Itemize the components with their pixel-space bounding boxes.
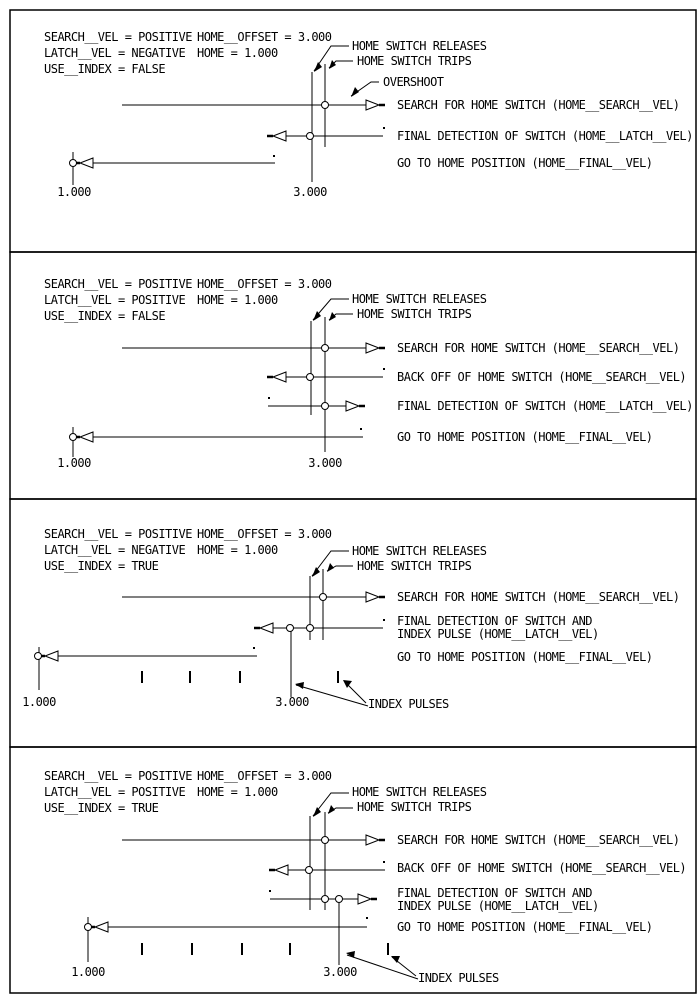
- panel4-home-stop-marker: [85, 924, 92, 931]
- panel4-callout-home-switch-releases: HOME SWITCH RELEASES: [352, 785, 487, 799]
- panel2-home-stop-marker: [70, 434, 77, 441]
- panel3-step-final-detection-label-line2: INDEX PULSE (HOME__LATCH__VEL): [397, 627, 599, 641]
- panel1-step-go-home-label: GO TO HOME POSITION (HOME__FINAL__VEL): [397, 156, 653, 170]
- panel1-latch-arrow: [273, 131, 286, 141]
- panel4-step-final-detection-label-line1: FINAL DETECTION OF SWITCH AND: [397, 886, 593, 900]
- panel4-index-stop-marker: [336, 896, 343, 903]
- panel3-index-leader-arrowhead-1: [343, 680, 352, 688]
- panel1-callout-home-switch-releases: HOME SWITCH RELEASES: [352, 39, 487, 53]
- panel4-latch-start-dot: [269, 890, 271, 892]
- panel1-search-arrow: [366, 100, 379, 110]
- panel1-step-final-detection-label: FINAL DETECTION OF SWITCH (HOME__LATCH__VEL): [397, 129, 693, 143]
- panel1-arrow-tips: [75, 105, 385, 163]
- panel4-step-final-detection-label-line2: INDEX PULSE (HOME__LATCH__VEL): [397, 899, 599, 913]
- panel3-step-search-label: SEARCH FOR HOME SWITCH (HOME__SEARCH__VEL): [397, 590, 680, 604]
- panel4-go-home-arrow: [95, 922, 108, 932]
- panel2-back-off-start-dot: [383, 368, 385, 370]
- panel4-arrow-tips: [90, 840, 385, 927]
- panel4-axis-home-value: 1.000: [71, 965, 105, 979]
- panel1-release-event-marker: [307, 133, 314, 140]
- panel4-go-home-start-dot: [366, 917, 368, 919]
- panel4-param-home-offset: HOME__OFFSET = 3.000: [197, 769, 332, 783]
- panel3-release-event-marker: [307, 625, 314, 632]
- panel1-go-home-arrow: [80, 158, 93, 168]
- panel4-latch-arrow: [358, 894, 371, 904]
- panel2-param-search-vel: SEARCH__VEL = POSITIVE: [44, 277, 192, 291]
- panel3-param-home: HOME = 1.000: [197, 543, 278, 557]
- panel2-trip-event-marker: [322, 345, 329, 352]
- panel4-releases-leader-arrowhead: [313, 807, 321, 817]
- panel1-param-home-offset: HOME__OFFSET = 3.000: [197, 30, 332, 44]
- panel3-step-go-home-label: GO TO HOME POSITION (HOME__FINAL__VEL): [397, 650, 653, 664]
- panel4-trip-event-marker: [322, 837, 329, 844]
- panel3-step-final-detection-label-line1: FINAL DETECTION OF SWITCH AND: [397, 614, 593, 628]
- panel1-home-stop-marker: [70, 160, 77, 167]
- panel2-release-event-marker: [307, 374, 314, 381]
- panel1-callout-home-switch-trips: HOME SWITCH TRIPS: [357, 54, 472, 68]
- panel2-latch-arrow: [346, 401, 359, 411]
- panel2-motion-lines: [73, 348, 383, 437]
- panel3-param-latch-vel: LATCH__VEL = NEGATIVE: [44, 543, 186, 557]
- panel4-callout-home-switch-trips: HOME SWITCH TRIPS: [357, 800, 472, 814]
- panel4-param-latch-vel: LATCH__VEL = POSITIVE: [44, 785, 186, 799]
- panel3-axis-offset-value: 3.000: [275, 695, 309, 709]
- panel1-trip-event-marker: [322, 102, 329, 109]
- panel3-index-pulse-ticks: [142, 671, 338, 683]
- panel4-trips-leader-arrowhead: [328, 805, 335, 814]
- panel3-latch-start-dot: [383, 619, 385, 621]
- panel3-param-home-offset: HOME__OFFSET = 3.000: [197, 527, 332, 541]
- panel4-step-back-off-label: BACK OFF OF HOME SWITCH (HOME__SEARCH__VEL): [397, 861, 687, 875]
- panel4-release-event-marker: [306, 867, 313, 874]
- panel3-latch-arrow: [260, 623, 273, 633]
- panel2-step-final-detection-label: FINAL DETECTION OF SWITCH (HOME__LATCH__VEL): [397, 399, 693, 413]
- panel2-axis-home-value: 1.000: [57, 456, 91, 470]
- panel1-param-search-vel: SEARCH__VEL = POSITIVE: [44, 30, 192, 44]
- panel2-back-off-arrow: [273, 372, 286, 382]
- panel2-latch-trip-marker: [322, 403, 329, 410]
- panel2-go-home-start-dot: [360, 428, 362, 430]
- panel2-step-go-home-label: GO TO HOME POSITION (HOME__FINAL__VEL): [397, 430, 653, 444]
- panel2-step-back-off-label: BACK OFF OF HOME SWITCH (HOME__SEARCH__VEL): [397, 370, 687, 384]
- panel1-param-home: HOME = 1.000: [197, 46, 278, 60]
- panel2-step-search-label: SEARCH FOR HOME SWITCH (HOME__SEARCH__VEL): [397, 341, 680, 355]
- panel4-index-leader-arrowhead-2: [346, 951, 355, 958]
- panel3-go-home-start-dot: [253, 647, 255, 649]
- panel1-step-search-label: SEARCH FOR HOME SWITCH (HOME__SEARCH__VEL): [397, 98, 680, 112]
- panel4-motion-lines: [88, 840, 385, 927]
- panel2-callout-home-switch-trips: HOME SWITCH TRIPS: [357, 307, 472, 321]
- panel2-arrow-tips: [75, 348, 385, 437]
- panel1-param-latch-vel: LATCH__VEL = NEGATIVE: [44, 46, 186, 60]
- panel3-index-stop-marker: [287, 625, 294, 632]
- panel3-axis-home-value: 1.000: [22, 695, 56, 709]
- panel1-axis-home-value: 1.000: [57, 185, 91, 199]
- panel4-param-search-vel: SEARCH__VEL = POSITIVE: [44, 769, 192, 783]
- panel4-param-home: HOME = 1.000: [197, 785, 278, 799]
- panel3-releases-leader-arrowhead: [312, 567, 320, 577]
- panel2-param-use-index: USE__INDEX = FALSE: [44, 309, 166, 323]
- panel3-callout-home-switch-trips: HOME SWITCH TRIPS: [357, 559, 472, 573]
- panel4-step-go-home-label: GO TO HOME POSITION (HOME__FINAL__VEL): [397, 920, 653, 934]
- panel3-callout-index-pulses: INDEX PULSES: [368, 697, 449, 711]
- panel1-overshoot-leader-arrowhead: [351, 87, 359, 97]
- panel4-param-use-index: USE__INDEX = TRUE: [44, 801, 159, 815]
- panel3-callout-home-switch-releases: HOME SWITCH RELEASES: [352, 544, 487, 558]
- panel2-trips-leader-arrowhead: [329, 312, 336, 321]
- panel4-axis-offset-value: 3.000: [323, 965, 357, 979]
- panel3-search-arrow: [366, 592, 379, 602]
- panel3-param-search-vel: SEARCH__VEL = POSITIVE: [44, 527, 192, 541]
- panel2-param-home-offset: HOME__OFFSET = 3.000: [197, 277, 332, 291]
- panel3-trip-event-marker: [320, 594, 327, 601]
- panel1-latch-start-dot: [383, 127, 385, 129]
- panel3-home-stop-marker: [35, 653, 42, 660]
- panel1-releases-leader-arrowhead: [314, 62, 322, 72]
- panel3-arrow-tips: [40, 597, 385, 656]
- panel1-go-home-start-dot: [273, 155, 275, 157]
- panel1-param-use-index: USE__INDEX = FALSE: [44, 62, 166, 76]
- panel2-callout-home-switch-releases: HOME SWITCH RELEASES: [352, 292, 487, 306]
- panel2-go-home-arrow: [80, 432, 93, 442]
- panel2-param-home: HOME = 1.000: [197, 293, 278, 307]
- panel4-callout-index-pulses: INDEX PULSES: [418, 971, 499, 985]
- panel3-motion-lines: [38, 597, 383, 656]
- panel2-latch-start-dot: [268, 397, 270, 399]
- panel1-axis-offset-value: 3.000: [293, 185, 327, 199]
- panel1-motion-lines: [73, 105, 383, 163]
- panel4-search-arrow: [366, 835, 379, 845]
- panel3-trips-leader-arrowhead: [327, 563, 334, 572]
- panel2-search-arrow: [366, 343, 379, 353]
- panel4-step-search-label: SEARCH FOR HOME SWITCH (HOME__SEARCH__VEL): [397, 833, 680, 847]
- panel3-go-home-arrow: [45, 651, 58, 661]
- panel3-param-use-index: USE__INDEX = TRUE: [44, 559, 159, 573]
- panel4-back-off-arrow: [275, 865, 288, 875]
- panel4-latch-trip-marker: [322, 896, 329, 903]
- panel2-param-latch-vel: LATCH__VEL = POSITIVE: [44, 293, 186, 307]
- panel2-axis-offset-value: 3.000: [308, 456, 342, 470]
- panel1-callout-overshoot: OVERSHOOT: [383, 75, 444, 89]
- panel4-back-off-start-dot: [383, 861, 385, 863]
